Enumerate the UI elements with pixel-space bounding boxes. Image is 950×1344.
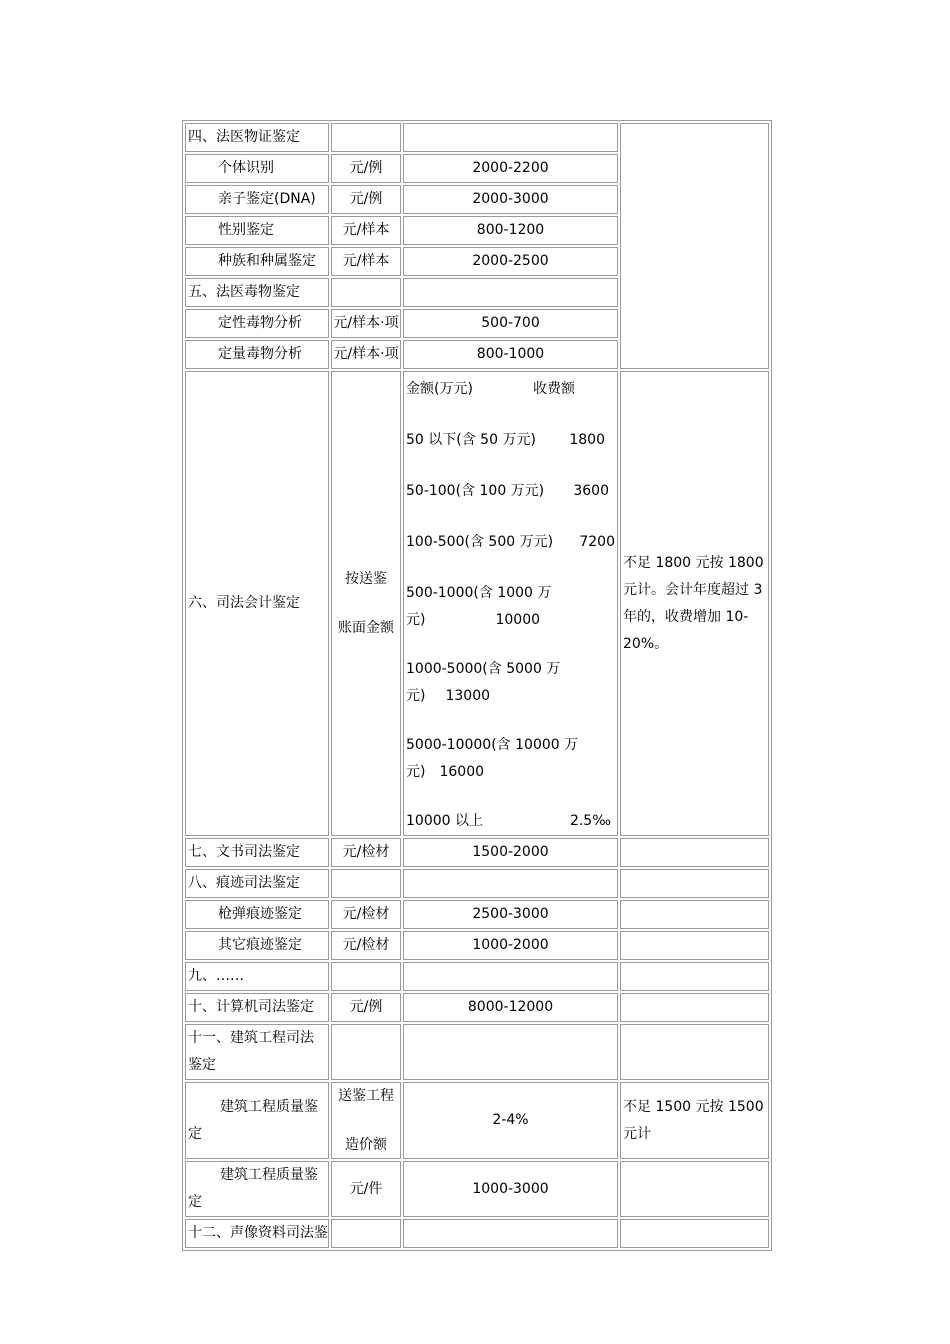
fee-cell: 2000-2500 — [403, 247, 618, 276]
note-cell: 不足 1500 元按 1500 元计 — [620, 1082, 769, 1159]
note-cell — [620, 993, 769, 1022]
item-name — [185, 1082, 329, 1159]
unit-cell: 元/例 — [331, 993, 401, 1022]
table-row — [185, 123, 769, 152]
fee-cell: 8000-12000 — [403, 993, 618, 1022]
scale-fee: 13000 — [445, 688, 491, 704]
table-row — [185, 900, 769, 929]
category-heading: 四、法医物证鉴定 — [185, 123, 329, 152]
unit-cell: 元/例 — [331, 185, 401, 214]
scale-line — [406, 478, 615, 505]
unit-cell — [331, 1024, 401, 1080]
table-row — [185, 1219, 769, 1248]
item-name: 性别鉴定 — [185, 216, 329, 245]
unit-cell: 元/件 — [331, 1161, 401, 1217]
unit-cell: 元/例 — [331, 154, 401, 183]
scale-range: 100-500(含 500 万元) — [406, 534, 554, 550]
fee-cell: 2500-3000 — [403, 900, 618, 929]
fee-cell: 2000-2200 — [403, 154, 618, 183]
unit-cell — [331, 123, 401, 152]
category-heading: 五、法医毒物鉴定 — [185, 278, 329, 307]
table-row — [185, 1082, 769, 1159]
fee-cell: 500-700 — [403, 309, 618, 338]
item-name-line: 定 — [188, 1125, 202, 1142]
fee-cell: 1000-2000 — [403, 931, 618, 960]
scale-fee: 2.5‰ — [569, 813, 611, 829]
unit-line: 按送鉴 — [345, 570, 387, 587]
unit-line: 送鉴工程 — [338, 1087, 394, 1104]
table-row — [185, 993, 769, 1022]
note-cell — [620, 962, 769, 991]
fee-cell: 800-1200 — [403, 216, 618, 245]
fee-header: 收费额 — [533, 381, 575, 397]
item-name: 个体识别 — [185, 154, 329, 183]
item-name-line: 建筑工程质量鉴 — [220, 1167, 318, 1183]
fee-cell: 2-4% — [403, 1082, 618, 1159]
table-row — [185, 371, 769, 836]
note-cell — [620, 1161, 769, 1217]
scale-range: 元) — [406, 688, 426, 704]
category-heading: 十二、声像资料司法鉴 — [185, 1219, 329, 1248]
scale-line — [406, 656, 615, 710]
category-heading: 十、计算机司法鉴定 — [185, 993, 329, 1022]
scale-line-cont — [406, 683, 615, 710]
scale-line-cont — [406, 759, 615, 786]
scale-range: 10000 以上 — [406, 813, 483, 829]
note-cell — [620, 1024, 769, 1080]
unit-cell: 元/检材 — [331, 900, 401, 929]
unit-cell — [331, 962, 401, 991]
amount-header: 金额(万元) — [406, 381, 473, 397]
table-row — [185, 869, 769, 898]
scale-range: 50-100(含 100 万元) — [406, 483, 545, 499]
item-name-line: 建筑工程质量鉴 — [220, 1098, 318, 1115]
item-name-line: 定 — [188, 1194, 202, 1210]
category-heading: 九、…… — [185, 962, 329, 991]
item-name: 定性毒物分析 — [185, 309, 329, 338]
scale-range: 元) — [406, 612, 426, 628]
category-heading: 六、司法会计鉴定 — [185, 371, 329, 836]
note-cell — [620, 123, 769, 369]
category-heading: 八、痕迹司法鉴定 — [185, 869, 329, 898]
fee-schedule-table — [182, 120, 772, 1251]
scale-line-cont — [406, 607, 615, 634]
fee-cell — [403, 869, 618, 898]
scale-line — [406, 529, 615, 556]
unit-cell — [331, 1219, 401, 1248]
note-cell — [620, 900, 769, 929]
fee-cell — [403, 962, 618, 991]
unit-cell: 元/样本 — [331, 216, 401, 245]
fee-cell: 1500-2000 — [403, 838, 618, 867]
scale-range: 500-1000(含 1000 万 — [406, 585, 552, 601]
fee-cell — [403, 278, 618, 307]
scale-line — [406, 427, 615, 454]
item-name: 定量毒物分析 — [185, 340, 329, 369]
scale-line — [406, 580, 615, 634]
scale-fee: 16000 — [439, 764, 485, 780]
unit-cell: 元/检材 — [331, 838, 401, 867]
item-name — [185, 1161, 329, 1217]
note-cell — [620, 1219, 769, 1248]
scale-range: 50 以下(含 50 万元) — [406, 432, 536, 448]
category-heading: 七、文书司法鉴定 — [185, 838, 329, 867]
unit-cell — [331, 869, 401, 898]
fee-cell — [403, 123, 618, 152]
table-row — [185, 931, 769, 960]
unit-cell — [331, 1082, 401, 1159]
scale-range: 1000-5000(含 5000 万 — [406, 661, 561, 677]
scale-fee: 10000 — [495, 612, 541, 628]
scale-fee: 1800 — [569, 432, 605, 448]
note-cell: 不足 1800 元按 1800 元计。会计年度超过 3 年的，收费增加 10-20%。 — [620, 371, 769, 836]
table-row — [185, 1161, 769, 1217]
scale-range: 元) — [406, 764, 426, 780]
unit-line: 造价额 — [345, 1136, 387, 1153]
scale-fee: 7200 — [579, 534, 615, 550]
unit-cell: 元/样本·项 — [331, 309, 401, 338]
scale-fee: 3600 — [573, 483, 609, 499]
unit-cell: 元/检材 — [331, 931, 401, 960]
note-cell — [620, 931, 769, 960]
fee-scale-cell — [403, 371, 618, 836]
note-cell — [620, 838, 769, 867]
item-name: 种族和种属鉴定 — [185, 247, 329, 276]
unit-cell — [331, 371, 401, 836]
item-name: 亲子鉴定(DNA) — [185, 185, 329, 214]
scale-range: 5000-10000(含 10000 万 — [406, 737, 579, 753]
fee-cell — [403, 1024, 618, 1080]
scale-header — [406, 376, 615, 403]
item-name: 枪弹痕迹鉴定 — [185, 900, 329, 929]
scale-line — [406, 808, 615, 835]
table-row — [185, 962, 769, 991]
table-row — [185, 838, 769, 867]
unit-cell — [331, 278, 401, 307]
fee-cell: 1000-3000 — [403, 1161, 618, 1217]
fee-cell: 2000-3000 — [403, 185, 618, 214]
note-cell — [620, 869, 769, 898]
category-heading: 十一、建筑工程司法鉴定 — [185, 1024, 329, 1080]
table-row — [185, 1024, 769, 1080]
fee-cell: 800-1000 — [403, 340, 618, 369]
unit-cell: 元/样本 — [331, 247, 401, 276]
item-name: 其它痕迹鉴定 — [185, 931, 329, 960]
unit-line: 账面金额 — [338, 619, 394, 636]
scale-line — [406, 732, 615, 786]
unit-cell: 元/样本·项 — [331, 340, 401, 369]
fee-cell — [403, 1219, 618, 1248]
